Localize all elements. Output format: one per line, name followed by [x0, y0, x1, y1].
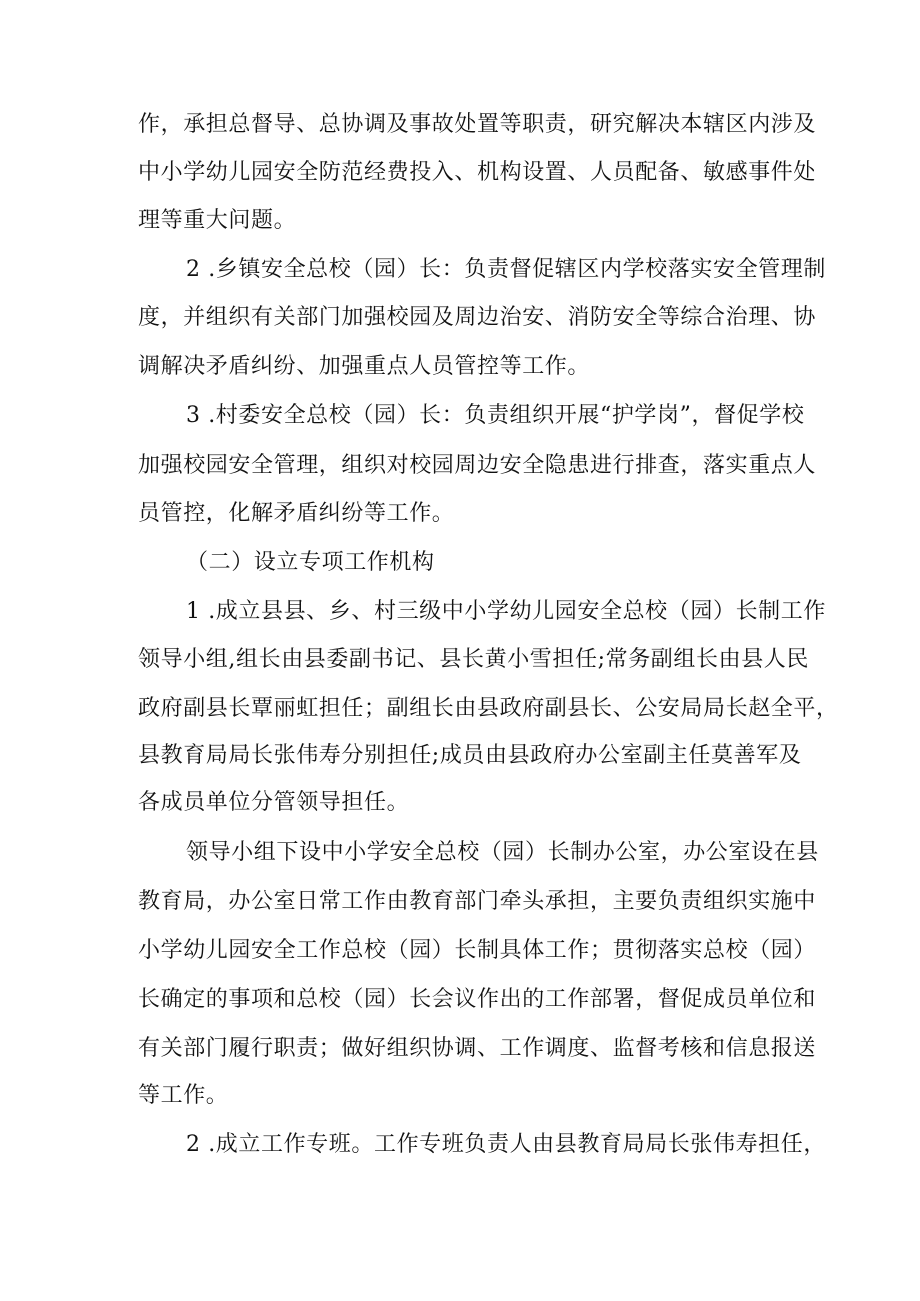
paragraph-line: 领导小组下设中小学安全总校（园）长制办公室，办公室设在县: [186, 840, 819, 865]
paragraph-line: 领导小组,组长由县委副书记、县长黄小雪担任;常务副组长由县人民: [138, 647, 810, 672]
paragraph-line: 度，并组织有关部门加强校园及周边治安、消防安全等综合治理、协: [138, 305, 817, 330]
paragraph-line: 理等重大问题。: [138, 208, 297, 233]
paragraph-line: 长确定的事项和总校（园）长会议作出的工作部署，督促成员单位和: [138, 987, 817, 1012]
paragraph-line: 等工作。: [138, 1083, 229, 1108]
paragraph-line: 作，承担总督导、总协调及事故处置等职责，研究解决本辖区内涉及: [138, 112, 817, 137]
paragraph-line: 加强校园安全管理，组织对校园周边安全隐患进行排查，落实重点人: [138, 453, 817, 478]
paragraph-line: 教育局，办公室日常工作由教育部门牵头承担，主要负责组织实施中: [138, 889, 817, 914]
paragraph-line: 各成员单位分管领导担任。: [138, 790, 410, 815]
paragraph-line: 调解决矛盾纠纷、加强重点人员管控等工作。: [138, 354, 591, 379]
paragraph-line: 2 .成立工作专班。工作专班负责人由县教育局局长张伟寿担任，: [186, 1132, 826, 1157]
section-heading: （二）设立专项工作机构: [186, 550, 435, 575]
paragraph-line: 县教育局局长张伟寿分别担任;成员由县政府办公室副主任莫善军及: [138, 743, 802, 768]
paragraph-line: 3 .村委安全总校（园）长：负责组织开展“护学岗”，督促学校: [186, 403, 805, 428]
paragraph-line: 中小学幼儿园安全防范经费投入、机构设置、人员配备、敏感事件处: [138, 160, 817, 185]
paragraph-line: 员管控，化解矛盾纠纷等工作。: [138, 501, 455, 526]
paragraph-line: 小学幼儿园安全工作总校（园）长制具体工作；贯彻落实总校（园）: [138, 938, 817, 963]
paragraph-line: 有关部门履行职责；做好组织协调、工作调度、监督考核和信息报送: [138, 1036, 817, 1061]
paragraph-line: 1 .成立县县、乡、村三级中小学幼儿园安全总校（园）长制工作: [186, 599, 826, 624]
paragraph-line: 政府副县长覃丽虹担任；副组长由县政府副县长、公安局局长赵全平，: [138, 696, 839, 721]
paragraph-line: 2 .乡镇安全总校（园）长：负责督促辖区内学校落实安全管理制: [186, 257, 826, 282]
